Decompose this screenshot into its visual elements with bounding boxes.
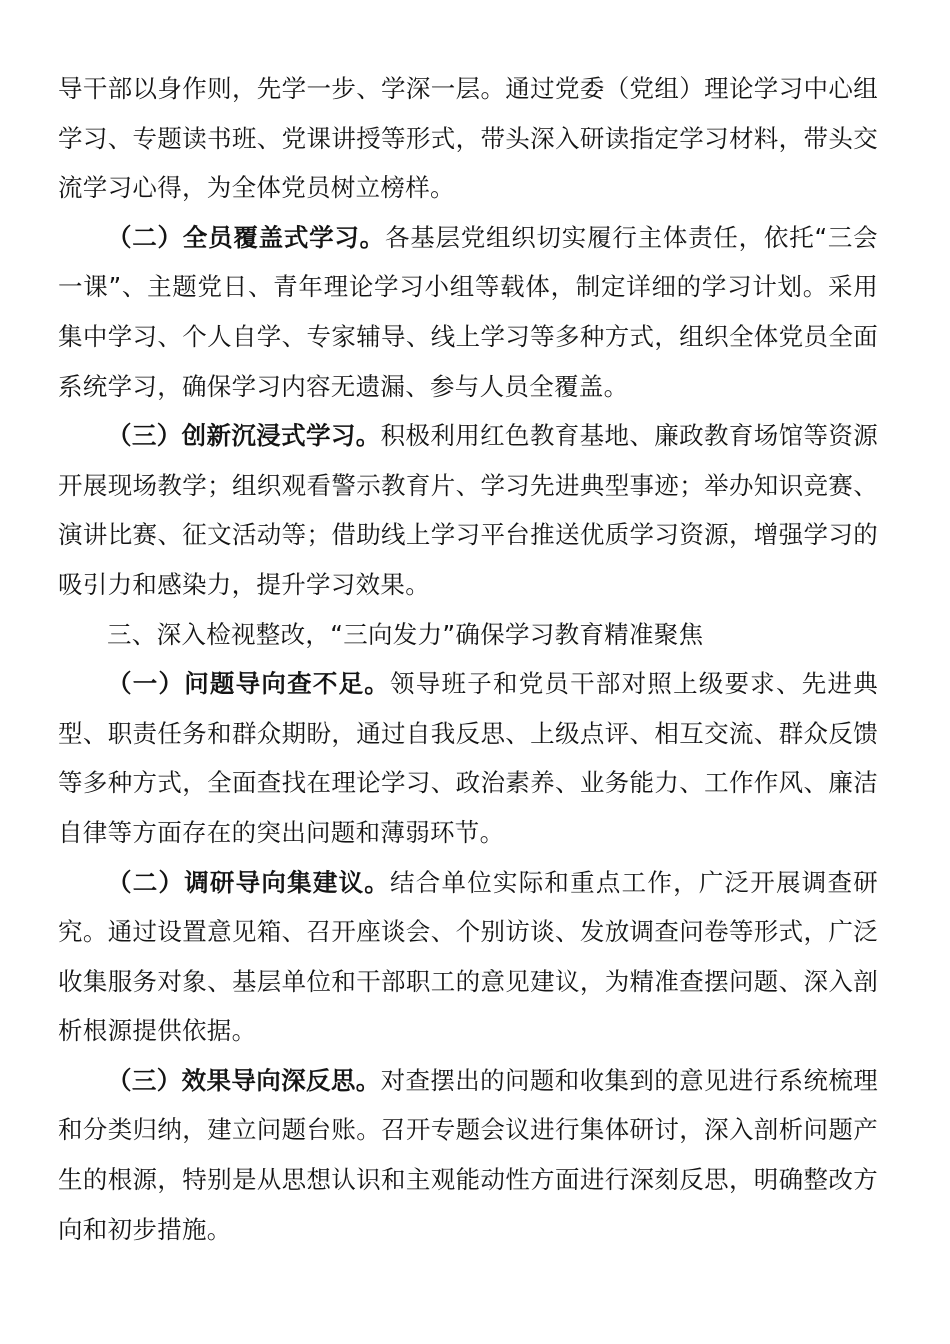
section-heading: 三、深入检视整改，“三向发力”确保学习教育精准聚焦: [107, 619, 704, 649]
paragraph-text: 对查摆出的问题和收集到的意见进行系统梳理和分类归纳，建立问题台账。召开专题会议进行集体研讨，深入剖析问题产生的根源，特别是从思想认识和主观能动性方面进行深刻反思，明确整改方向和初步措施。: [58, 1065, 878, 1244]
paragraph-research-oriented: [58, 858, 878, 1056]
paragraph-immersive-study: [58, 411, 878, 609]
paragraph-continuation: 导干部以身作则，先学一步、学深一层。通过党委（党组）理论学习中心组学习、专题读书班、党课讲授等形式，带头深入研读指定学习材料，带头交流学习心得，为全体党员树立榜样。: [58, 74, 878, 203]
paragraph-text: 各基层党组织切实履行主体责任，依托“三会一课”、主题党日、青年理论学习小组等载体，制定详细的学习计划。采用集中学习、个人自学、专家辅导、线上学习等多种方式，组织全体党员全面系统学习，确保学习内容无遗漏、参与人员全覆盖。: [58, 222, 878, 401]
paragraph-heading: （一）问题导向查不足。: [107, 669, 391, 699]
paragraph-text: 领导班子和党员干部对照上级要求、先进典型、职责任务和群众期盼，通过自我反思、上级点评、相互交流、群众反馈等多种方式，全面查找在理论学习、政治素养、业务能力、工作作风、廉洁自律等方面存在的突出问题和薄弱环节。: [58, 669, 878, 847]
paragraph-effect-oriented: [58, 1056, 878, 1254]
document-body: [58, 64, 878, 1254]
paragraph-heading: （二）调研导向集建议。: [107, 867, 391, 897]
paragraph-problem-oriented: [58, 659, 878, 857]
paragraph-text: 积极利用红色教育基地、廉政教育场馆等资源开展现场教学；组织观看警示教育片、学习先进典型事迹；举办知识竞赛、演讲比赛、征文活动等；借助线上学习平台推送优质学习资源，增强学习的吸引力和感染力，提升学习效果。: [58, 421, 878, 599]
paragraph-text: 结合单位实际和重点工作，广泛开展调查研究。通过设置意见箱、召开座谈会、个别访谈、发放调查问卷等形式，广泛收集服务对象、基层单位和干部职工的意见建议，为精准查摆问题、深入剖析根源提供依据。: [58, 867, 878, 1046]
paragraph-heading: （三）效果导向深反思。: [107, 1065, 381, 1095]
paragraph-heading: （二）全员覆盖式学习。: [107, 222, 385, 252]
paragraph-heading: （三）创新沉浸式学习。: [107, 421, 381, 451]
paragraph-full-coverage-study: [58, 213, 878, 411]
